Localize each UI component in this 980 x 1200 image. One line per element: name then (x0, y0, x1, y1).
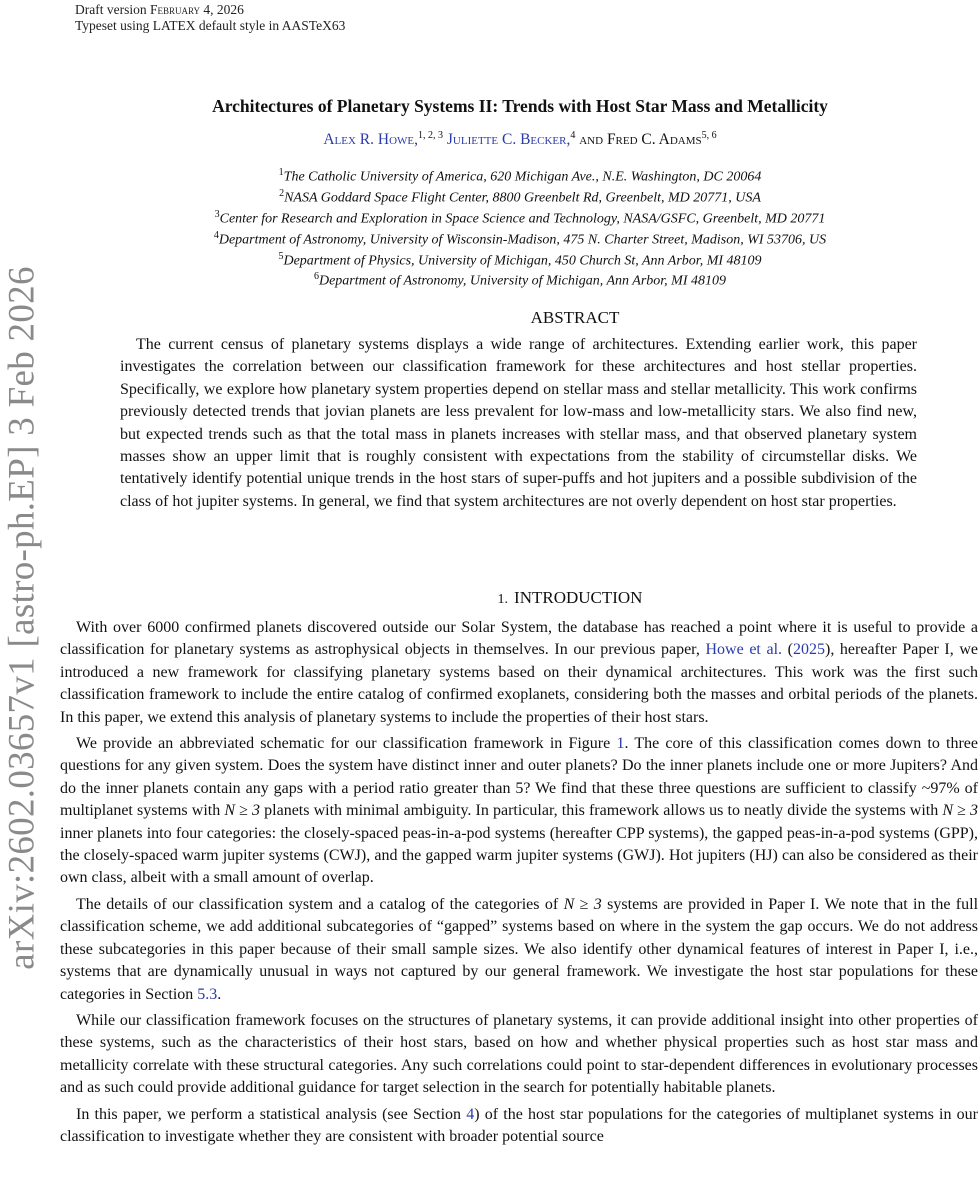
section-number: 1. (497, 592, 509, 607)
figure-1-link[interactable]: 1 (616, 735, 625, 753)
author-adams: Fred C. Adams (606, 131, 702, 149)
section-heading-introduction: 1. INTRODUCTION (497, 588, 643, 607)
abstract-heading: ABSTRACT (530, 308, 620, 327)
affiliation: $^1$The Catholic University of America, 620 Michigan Ave., N.E. Washington, DC 20064 (278, 167, 762, 185)
paper-title: Architectures of Planetary Systems II: Trends with Host Star Mass and Metallicity (212, 96, 828, 116)
arxiv-side-stamp (0, 0, 44, 1200)
affiliation-list (60, 163, 980, 288)
paragraph: We provide an abbreviated schematic for our classification framework in Figure 1. The core of this classification comes down to three questions for any given system. Does the system have distinct inner and outer planets? Do the inner planets include one or more Jupiters? And do the inner planets contain any gaps with a period ratio greater than 5? We find that these three questions are sufficient to classify ~97% of multiplanet systems with N ≥ 3 planets with minimal ambiguity. In particular, this framework allows us to neatly divide the systems with N ≥ 3 inner planets into four categories: the closely-spaced peas-in-a-pod systems (hereafter CPP systems), the gapped peas-in-a-pod systems (GPP), the closely-spaced warm jupiter systems (CWJ), and the gapped warm jupiter systems (GWJ). Hot jupiters (HJ) can also be considered as their own class, albeit with a small amount of overlap. (60, 735, 979, 887)
paragraph: With over 6000 confirmed planets discovered outside our Solar System, the database has reached a point where it is useful to provide a classification for planetary systems as astrophysical objects in themselves. In our previous paper, Howe et al. (2025), hereafter Paper I, we introduced a new framework for classifying planetary systems based on their dynamical architectures. This work was the first such classification framework to include the entire catalog of confirmed exoplanets, considering both the masses and orbital periods of the planets. In this paper, we extend this analysis of planetary systems to include the properties of their host stars. (60, 619, 979, 726)
affiliation: $^4$Department of Astronomy, University of Wisconsin-Madison, 475 N. Charter Street, Madison, WI 53706, US (213, 229, 827, 248)
draft-version-line: Draft version February 4, 2026 (75, 2, 244, 17)
paragraph: The details of our classification system and a catalog of the categories of N ≥ 3 systems are provided in Paper I. We note that in the full classification scheme, we add additional subcategories of “gapped” systems based on where in the system the gap occurs. We do not address these subcategories in this paper because of their small sample sizes. We also identify other dynamical features of interest in Paper I, i.e., systems that are dynamically unusual in ways not captured by our general framework. We investigate the host star populations for these categories in Section 5.3. (60, 895, 979, 1003)
author-howe[interactable]: Alex R. Howe, (323, 131, 418, 149)
affiliation: $^5$Department of Physics, University of Michigan, 450 Church St, Ann Arbor, MI 48109 (278, 250, 762, 269)
citation-link-howe[interactable]: Howe et al. (705, 641, 783, 659)
typeset-line: Typeset using LATEX default style in AASTeX63 (75, 18, 346, 33)
section-5-3-link[interactable]: 5.3 (197, 985, 218, 1003)
author-list: Alex R. Howe,$^{1, 2, 3}$ Juliette C. Becker,$^4$ and Fred C. Adams$^{5, 6}$ (323, 130, 717, 149)
paragraph: While our classification framework focuses on the structures of planetary systems, it can provide additional insight into other properties of these systems, such as the characteristics of their host stars, based on how and whether physical properties such as host star mass and metallicity correlate with these structural categories. Any such correlations could point to star-dependent differences in evolutionary processes and as such could provide additional guidance for target selection in the search for potentially habitable planets. (60, 1011, 978, 1097)
affiliation: $^3$Center for Research and Exploration in Space Science and Technology, NASA/GSFC, Greenbelt, MD 20771 (214, 208, 826, 227)
running-header (75, 2, 345, 34)
introduction-body (60, 617, 978, 1152)
author-becker[interactable]: Juliette C. Becker, (446, 131, 571, 149)
section-4-link[interactable]: 4 (466, 1105, 475, 1123)
abstract-body (120, 334, 917, 513)
affiliation: $^2$NASA Goddard Space Flight Center, 8800 Greenbelt Rd, Greenbelt, MD 20771, USA (279, 187, 761, 206)
affiliation: $^6$Department of Astronomy, University of Michigan, Ann Arbor, MI 48109 (313, 271, 726, 290)
citation-year-link[interactable]: 2025 (792, 641, 825, 659)
draft-date: February 4, 2026 (149, 2, 244, 17)
abstract-text: The current census of planetary systems displays a wide range of architectures. Extending earlier work, this paper investigates the correlation between our classification framework for these architectures and host stellar properties. Specifically, we explore how planetary system properties depend on stellar mass and stellar metallicity. This work confirms previously detected trends that jovian planets are less prevalent for low-mass and low-metallicity stars. We also find new, but expected trends such as that the total mass in planets increases with stellar mass, and that observed planetary system masses show an upper limit that is roughly consistent with expectations from the stability of circumstellar disks. We tentatively identify potential unique trends in the host stars of super-puffs and hot jupiters and a possible subdivision of the class of hot jupiter systems. In general, we find that system architectures are not overly dependent on host star properties. (120, 336, 917, 510)
paragraph: In this paper, we perform a statistical analysis (see Section 4) of the host star populations for the categories of multiplanet systems in our classification to investigate whether they are consistent with broader potential source (60, 1105, 979, 1145)
arxiv-identifier: arXiv:2602.03657v1 [astro-ph.EP] 3 Feb 2026 (1, 266, 43, 970)
